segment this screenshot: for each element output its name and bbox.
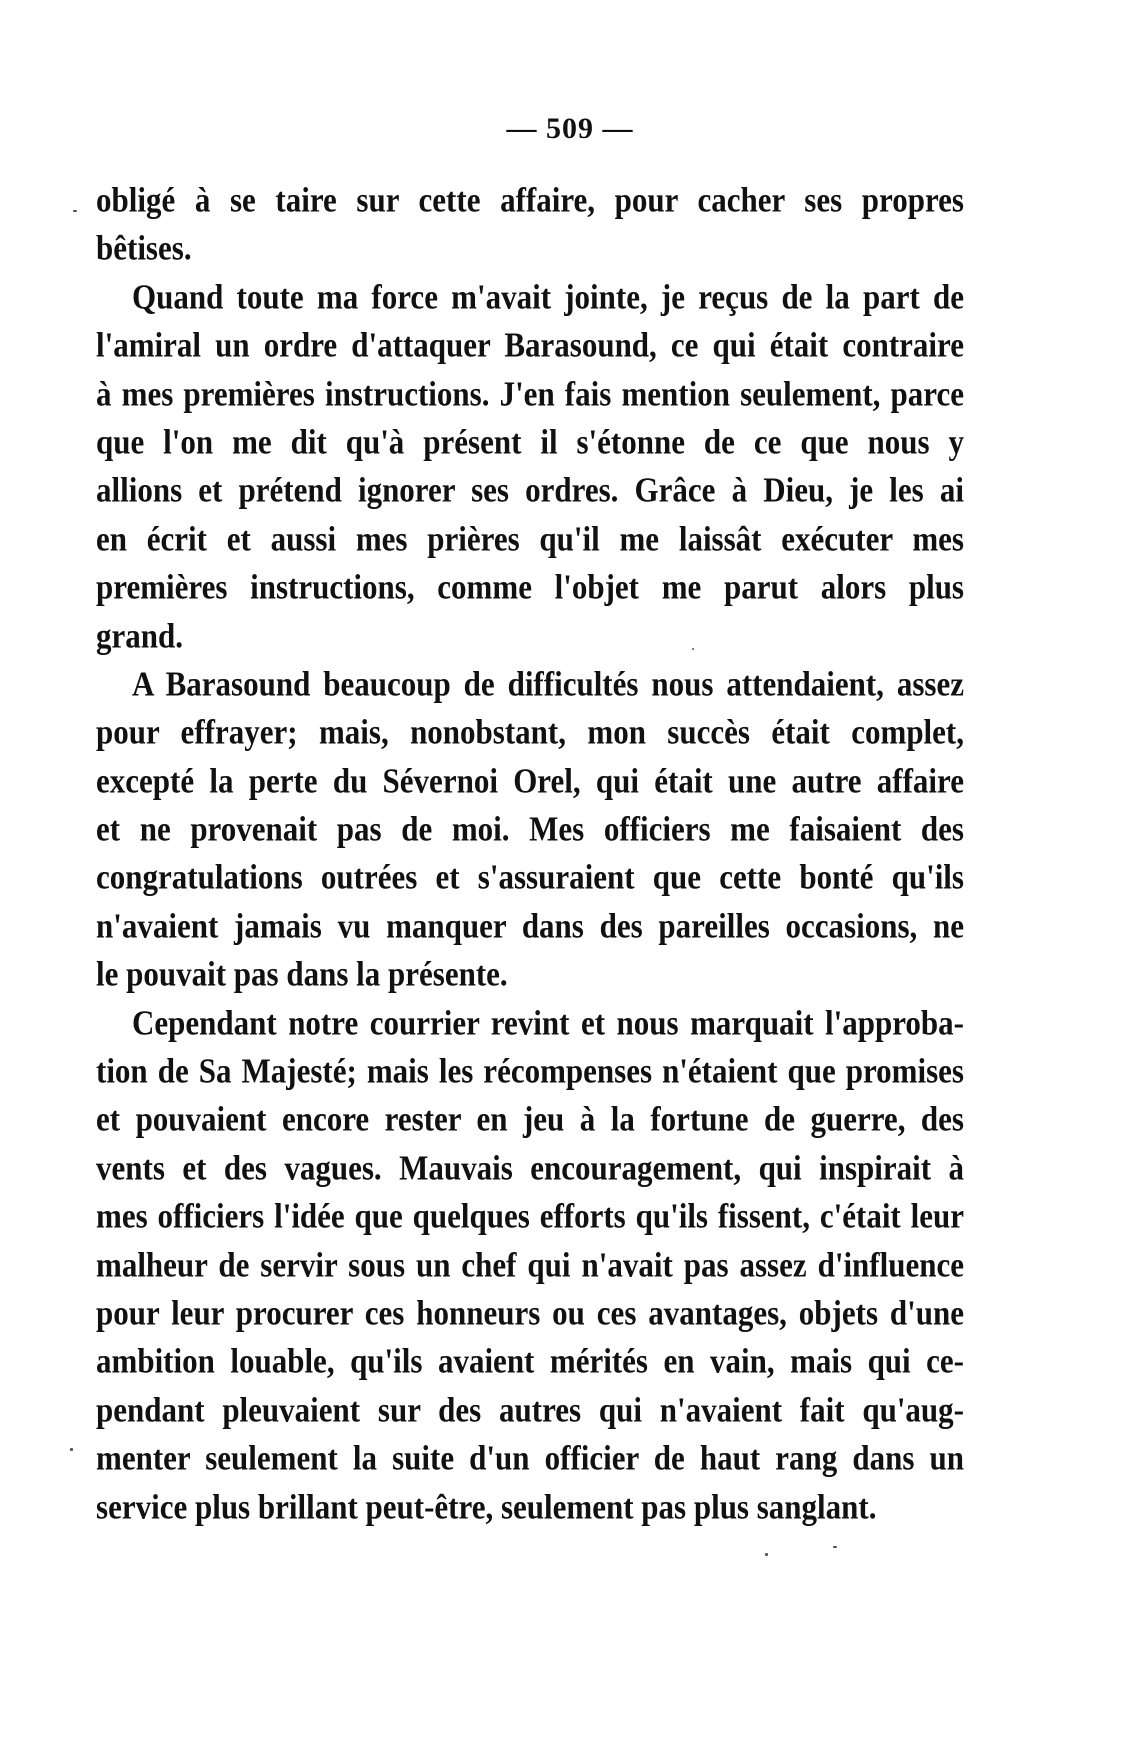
print-speck — [692, 648, 694, 650]
text-line: pour leur procurer ces honneurs ou ces avantages, objets d'une — [96, 1292, 964, 1333]
text-line: tion de Sa Majesté; mais les récompenses n'étaient que promises — [96, 1050, 964, 1091]
body-text — [96, 176, 964, 1531]
text-line: à mes premières instructions. J'en fais mention seulement, parce — [96, 373, 964, 413]
text-line: bêtises. — [96, 227, 192, 268]
text-line: malheur de servir sous un chef qui n'avait pas assez d'influence — [96, 1244, 964, 1284]
print-speck — [70, 1448, 73, 1451]
paragraph-1 — [96, 176, 964, 273]
text-line: Quand toute ma force m'avait jointe, je reçus de la part de — [132, 276, 964, 317]
text-line: ambition louable, qu'ils avaient mérités en vain, mais qui ce- — [96, 1340, 964, 1381]
text-line: grand. — [96, 614, 183, 655]
print-speck — [765, 1553, 768, 1556]
text-line: mes officiers l'idée que quelques efforts qu'ils fissent, c'était leur — [96, 1195, 964, 1236]
print-speck — [73, 210, 77, 212]
page-number: — 509 — — [506, 112, 634, 145]
text-line: l'amiral un ordre d'attaquer Barasound, ce qui était contraire — [96, 324, 964, 365]
text-line: pour effrayer; mais, nonobstant, mon succès était complet, — [96, 711, 964, 752]
paragraph-3 — [96, 660, 964, 999]
paragraph-4 — [96, 999, 964, 1531]
text-line: et ne provenait pas de moi. Mes officiers me faisaient des — [96, 808, 964, 849]
text-line: premières instructions, comme l'objet me parut alors plus — [96, 566, 964, 607]
paragraph-2 — [96, 273, 964, 660]
text-line: pendant pleuvaient sur des autres qui n'avaient fait qu'aug- — [96, 1389, 964, 1430]
print-speck — [833, 1546, 837, 1548]
text-line: Cependant notre courrier revint et nous marquait l'approba- — [132, 1002, 964, 1042]
text-line: le pouvait pas dans la présente. — [96, 953, 508, 994]
text-line: vents et des vagues. Mauvais encouragement, qui inspirait à — [96, 1147, 964, 1188]
text-line: excepté la perte du Sévernoi Orel, qui était une autre affaire — [96, 760, 964, 801]
text-line: que l'on me dit qu'à présent il s'étonne de ce que nous y — [96, 421, 964, 462]
text-line: A Barasound beaucoup de difficultés nous attendaient, assez — [132, 663, 964, 704]
text-line: et pouvaient encore rester en jeu à la fortune de guerre, des — [96, 1098, 964, 1139]
text-line: menter seulement la suite d'un officier de haut rang dans un — [96, 1437, 964, 1478]
text-line: service plus brillant peut-être, seulement pas plus sanglant. — [96, 1485, 877, 1526]
text-line: allions et prétend ignorer ses ordres. Grâce à Dieu, je les ai — [96, 469, 964, 510]
text-line: en écrit et aussi mes prières qu'il me laissât exécuter mes — [96, 518, 964, 559]
text-line: congratulations outrées et s'assuraient que cette bonté qu'ils — [96, 856, 964, 897]
text-line: n'avaient jamais vu manquer dans des pareilles occasions, ne — [96, 905, 964, 946]
text-line: obligé à se taire sur cette affaire, pour cacher ses propres — [96, 179, 964, 220]
